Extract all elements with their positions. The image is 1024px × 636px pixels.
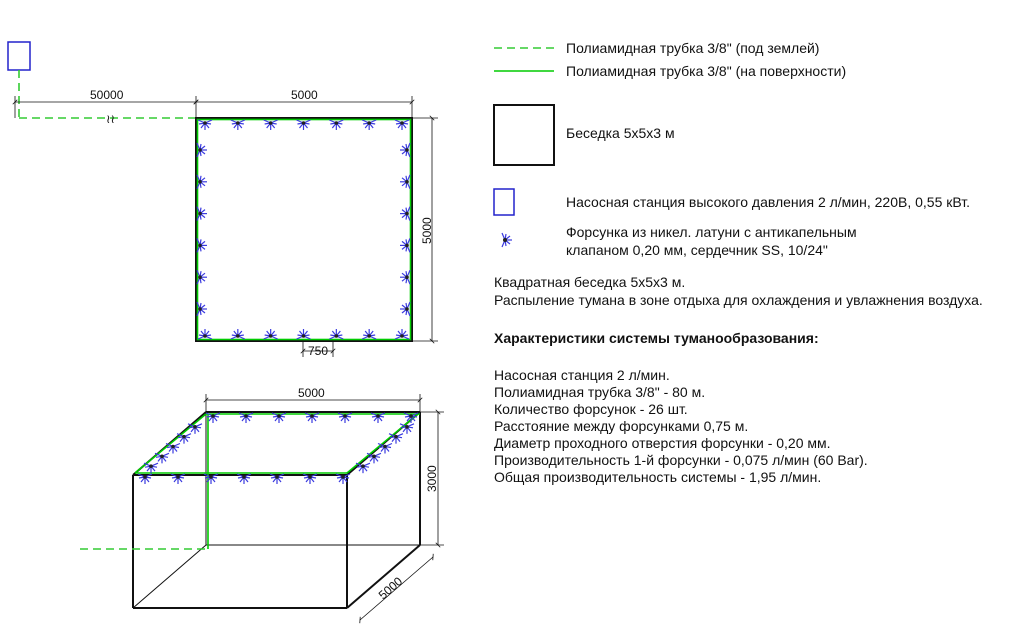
specs-item: Количество форсунок - 26 шт.	[494, 401, 688, 417]
nozzle-icon	[198, 120, 212, 130]
nozzle-icon	[197, 143, 207, 157]
specs-title: Характеристики системы туманообразования:	[494, 330, 819, 346]
nozzle-icon	[197, 238, 207, 252]
nozzle-icon	[367, 453, 381, 463]
gazebo-square-icon	[494, 105, 554, 165]
nozzle-icon	[177, 434, 191, 444]
nozzle-icon	[237, 474, 251, 484]
nozzle-icon	[231, 329, 245, 339]
nozzle-icon	[272, 413, 286, 423]
description-line-2: Распыление тумана в зоне отдыха для охлаждения и увлажнения воздуха.	[494, 292, 983, 308]
nozzle-icon	[329, 329, 343, 339]
pump-station-icon	[494, 189, 514, 215]
nozzle-icon	[264, 120, 278, 130]
specs-item: Полиамидная трубка 3/8" - 80 м.	[494, 384, 706, 400]
dim-pipe-run-label: 50000	[90, 88, 124, 102]
nozzle-icon	[400, 270, 410, 284]
nozzle-icon	[329, 120, 343, 130]
nozzle-icon	[297, 329, 311, 339]
iso-dim-depth-label: 5000	[375, 574, 406, 603]
plan-pipe-loop	[198, 120, 411, 340]
nozzle-icon	[371, 413, 385, 423]
nozzle-icon	[231, 120, 245, 130]
plan-gazebo-outline	[196, 118, 412, 341]
legend-pump-label: Насосная станция высокого давления 2 л/мин, 220В, 0,55 кВт.	[566, 194, 970, 210]
nozzle-icon	[270, 474, 284, 484]
pump-station-icon	[8, 42, 30, 70]
nozzle-icon	[395, 329, 409, 339]
nozzle-icon	[188, 424, 202, 434]
nozzle-icon	[264, 329, 278, 339]
nozzle-icon	[155, 453, 169, 463]
plan-nozzles	[197, 120, 410, 339]
dim-top-label: 5000	[291, 88, 318, 102]
legend-nozzle-label-2: клапаном 0,20 мм, сердечник SS, 10/24"	[566, 242, 828, 258]
nozzle-icon	[404, 413, 418, 423]
nozzle-icon	[362, 120, 376, 130]
nozzle-icon	[400, 143, 410, 157]
legend-underground-pipe-label: Полиамидная трубка 3/8" (под землей)	[566, 40, 820, 56]
specs-item: Расстояние между форсунками 0,75 м.	[494, 418, 749, 434]
nozzle-icon	[198, 329, 212, 339]
nozzle-icon	[197, 207, 207, 221]
description-line-1: Квадратная беседка 5х5х3 м.	[494, 274, 686, 290]
nozzle-icon	[171, 474, 185, 484]
nozzle-icon	[400, 302, 410, 316]
nozzle-icon	[197, 270, 207, 284]
nozzle-icon	[144, 463, 158, 473]
nozzle-icon	[166, 444, 180, 454]
specs-item: Диаметр проходного отверстия форсунки - 0,20 мм.	[494, 435, 831, 451]
dim-right-label: 5000	[420, 217, 434, 244]
specs-item: Насосная станция 2 л/мин.	[494, 367, 670, 383]
nozzle-icon	[356, 463, 370, 473]
nozzle-icon	[362, 329, 376, 339]
nozzle-icon	[197, 175, 207, 189]
nozzle-icon	[389, 434, 403, 444]
nozzle-icon	[297, 120, 311, 130]
nozzle-icon	[400, 238, 410, 252]
nozzle-icon	[502, 233, 512, 247]
nozzle-icon	[395, 120, 409, 130]
iso-dim-height-label: 3000	[425, 465, 439, 492]
nozzle-icon	[338, 413, 352, 423]
specs-item: Производительность 1-й форсунки - 0,075 л/мин (60 Bar).	[494, 452, 868, 468]
iso-gazebo	[133, 412, 420, 608]
legend-surface-pipe-label: Полиамидная трубка 3/8" (на поверхности)	[566, 63, 847, 79]
specs-item: Общая производительность системы - 1,95 л/мин.	[494, 469, 822, 485]
nozzle-icon	[378, 444, 392, 454]
nozzle-icon	[138, 474, 152, 484]
specs-list	[494, 367, 868, 486]
dim-spacing-label: 750	[308, 344, 329, 358]
nozzle-icon	[303, 474, 317, 484]
legend-gazebo-label: Беседка 5х5х3 м	[566, 125, 675, 141]
nozzle-icon	[305, 413, 319, 423]
nozzle-icon	[197, 302, 207, 316]
nozzle-icon	[239, 413, 253, 423]
break-mark: ≀≀	[106, 112, 115, 126]
nozzle-icon	[400, 175, 410, 189]
iso-dim-top-label: 5000	[298, 386, 325, 400]
nozzle-icon	[400, 207, 410, 221]
nozzle-icon	[400, 424, 414, 434]
legend-nozzle-label-1: Форсунка из никел. латуни с антикапельным	[566, 224, 857, 240]
